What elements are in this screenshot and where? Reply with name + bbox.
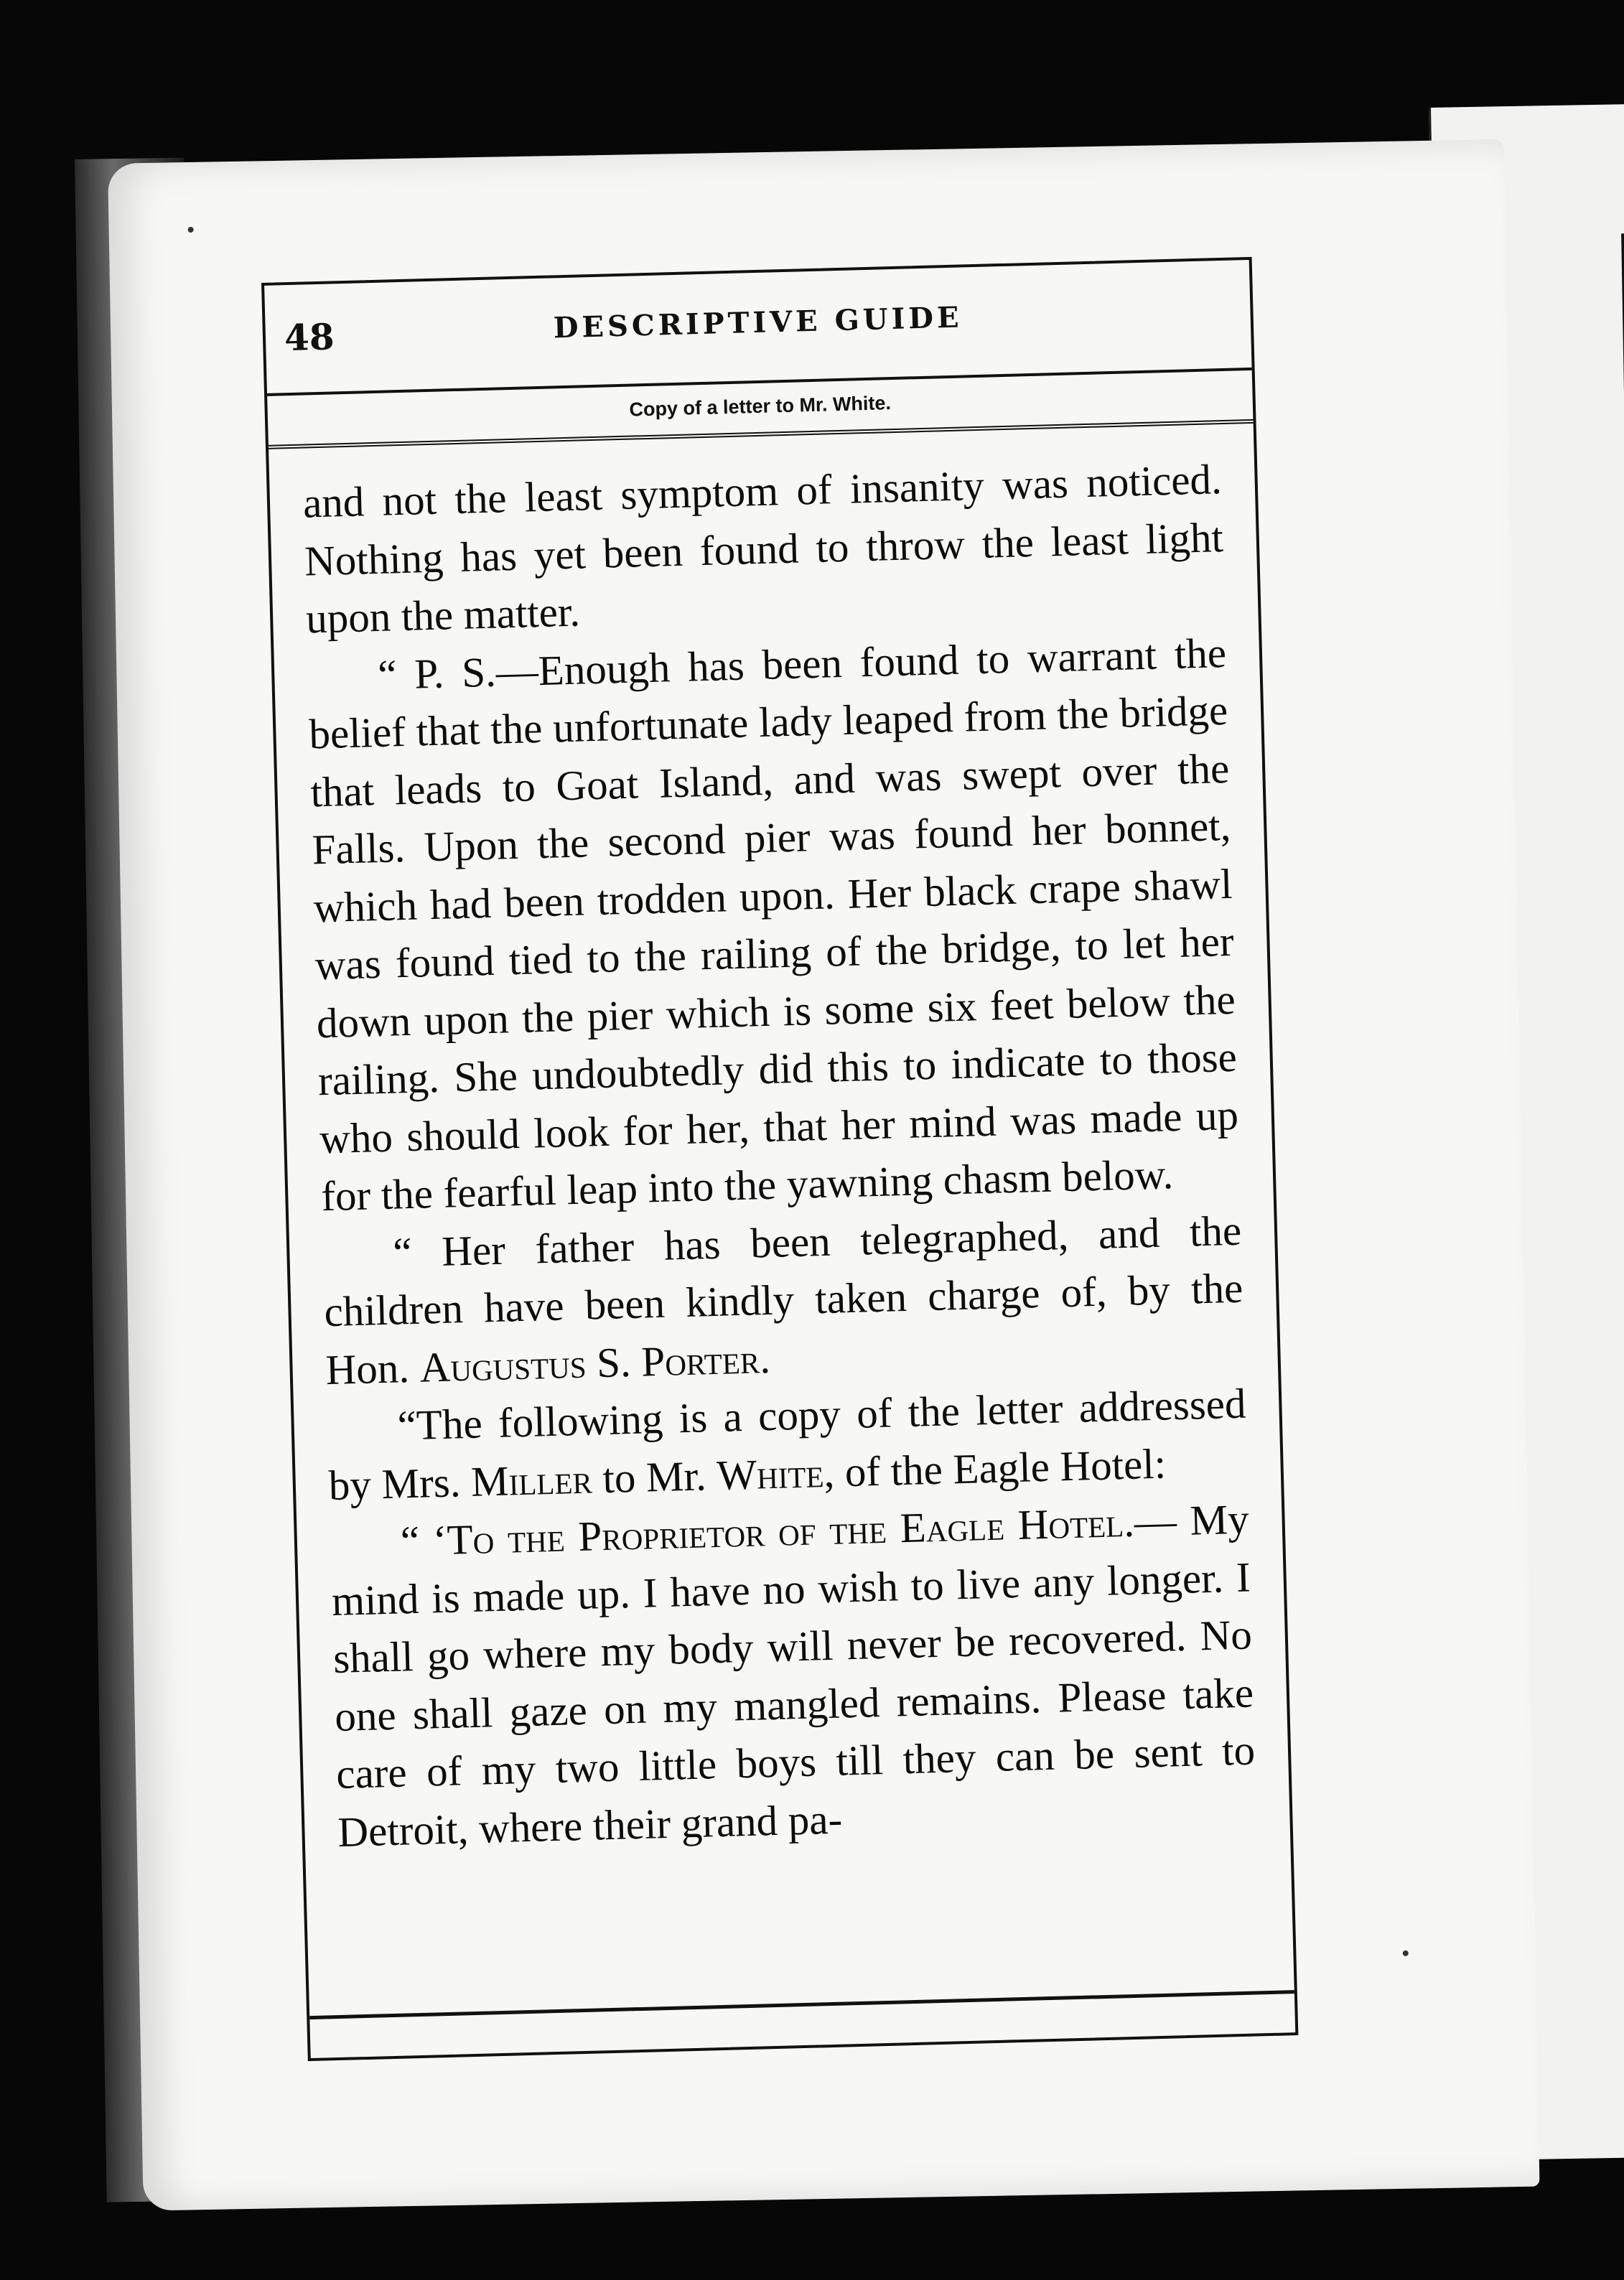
paper-speck [188,227,194,233]
paragraph-postscript: “ P. S.—Enough has been found to warrant the belief that the unfortunate lady leaped from the bridge that leads to Goat Island, and was swept over the Falls. Upon the second pier was found her bonnet, which had been trodden upon. Her black crape shawl was found tied to the railing of the bridge, to let her down upon the pier which is some six feet below the railing. She undoubtedly did this to indicate to those who should look for her, that her mind was made up for the fearful leap into the yawning chasm below. [308,628,1239,1220]
letter-text: — My mind is made up. I have no wish to live any longer. I shall go where my body will never be recovered. No one shall gaze on my mangled remains. Please take care of my two little boys till they can be sent to Detroit, where their grand pa- [331,1495,1256,1856]
intro-text-c: of the Eagle Hotel: [844,1439,1167,1495]
person-name-porter: Augustus S. Porter. [419,1334,771,1391]
letter-salutation: To the Proprietor of the Eagle Hotel. [446,1498,1135,1564]
person-name-miller: Miller [470,1454,593,1505]
intro-text-b: to Mr. [602,1451,707,1502]
paragraph-continuation: and not the least symptom of insanity was noticed. Nothing has yet been found to throw the least light upon the matter. [302,455,1224,643]
running-title: DESCRIPTIVE GUIDE [553,300,963,345]
paper-speck [1403,1950,1409,1956]
person-name-white: White, [716,1448,835,1499]
intro-text-a: “The following is a copy of the letter addressed by Mrs. [328,1379,1247,1509]
father-text: “ Her father has been telegraphed, and the children have been kindly taken charge of, by the Hon. [323,1206,1243,1393]
text-frame [261,257,1298,2061]
section-subheading: Copy of a letter to Mr. White. [267,370,1253,449]
paragraph-father [322,1201,1245,1398]
bottom-rule [309,1990,1294,2019]
body-text [269,424,1290,1861]
paragraph-letter [330,1490,1257,1861]
letter-open-quote: “ ‘ [400,1515,448,1565]
page-number: 48 [284,315,335,360]
facing-page-rule [1621,233,1624,1956]
